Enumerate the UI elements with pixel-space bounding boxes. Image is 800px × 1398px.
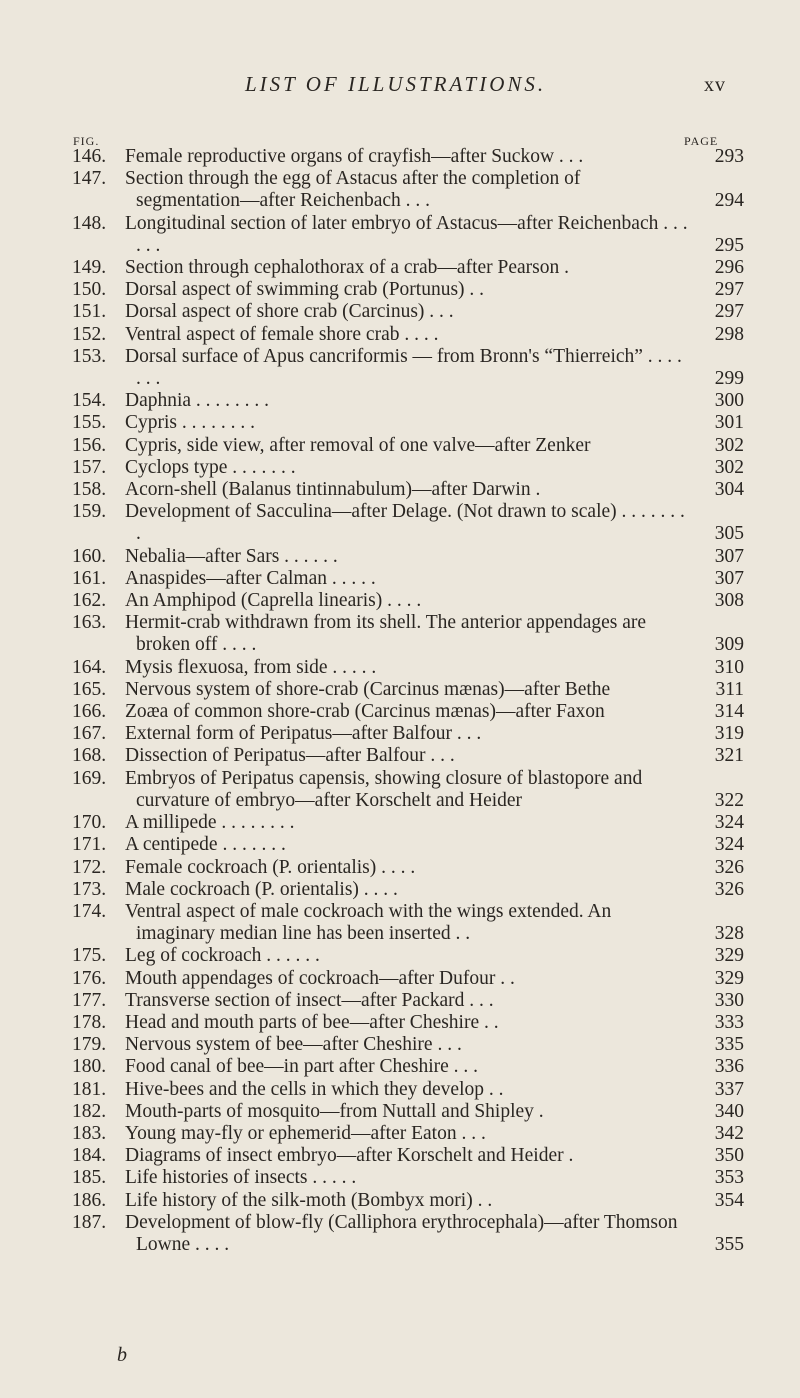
page-reference: 297 [714, 301, 744, 323]
page-reference: 322 [714, 789, 744, 811]
figure-caption: Zoæa of common shore-crab (Carcinus mænas)—after Faxon [125, 701, 605, 723]
figure-number: 172. [72, 856, 107, 878]
list-entry [0, 1101, 800, 1123]
figure-number: 179. [72, 1034, 107, 1056]
page-reference: 299 [714, 368, 744, 390]
figure-caption: Development of Sacculina—after Delage. (Not drawn to scale) . . . . . . . . [125, 501, 685, 545]
list-entry [0, 390, 800, 412]
page-reference: 309 [714, 634, 744, 656]
page-reference: 326 [714, 878, 744, 900]
list-entry [0, 324, 800, 346]
figure-number: 162. [72, 590, 107, 612]
list-entry [0, 768, 800, 812]
page-reference: 333 [714, 1011, 744, 1033]
figure-caption: Nervous system of bee—after Cheshire . . . [125, 1034, 462, 1056]
page-reference: 293 [714, 146, 744, 167]
page-reference: 321 [714, 745, 744, 767]
figure-number: 152. [72, 323, 107, 345]
page-reference: 326 [714, 856, 744, 878]
page-reference: 319 [714, 723, 744, 745]
page-reference: 355 [714, 1233, 744, 1255]
page-reference: 301 [714, 412, 744, 434]
figure-number: 163. [72, 612, 107, 634]
list-entry [0, 679, 800, 701]
figure-number: 164. [72, 656, 107, 678]
list-entry [0, 1145, 800, 1167]
figure-caption: Daphnia . . . . . . . . [125, 390, 270, 412]
figure-number: 173. [72, 878, 107, 900]
figure-caption: External form of Peripatus—after Balfour . . . [125, 723, 482, 745]
list-entry [0, 968, 800, 990]
list-entry [0, 501, 800, 545]
figure-number: 184. [72, 1145, 107, 1167]
figure-number: 178. [72, 1011, 107, 1033]
figure-number: 160. [72, 545, 107, 567]
list-entry [0, 1056, 800, 1078]
figure-caption: Leg of cockroach . . . . . . [125, 945, 320, 967]
figure-caption: Nervous system of shore-crab (Carcinus mænas)—after Bethe [125, 678, 611, 700]
figure-number: 185. [72, 1167, 107, 1189]
page-reference: 324 [714, 834, 744, 856]
figure-caption: Anaspides—after Calman . . . . . [125, 567, 376, 589]
list-entry [0, 701, 800, 723]
list-entry [0, 568, 800, 590]
list-entry [0, 834, 800, 856]
page-reference: 304 [714, 479, 744, 501]
page-reference: 328 [714, 923, 744, 945]
figure-caption: Mouth appendages of cockroach—after Dufour . . [125, 967, 515, 989]
fig-column-heading: FIG. [73, 134, 100, 148]
figure-caption: Embryos of Peripatus capensis, showing closure of blastopore and curvature of embryo—after Korschelt and Heider [125, 767, 643, 811]
figure-caption: Dissection of Peripatus—after Balfour . . . [125, 745, 455, 767]
list-entry [0, 857, 800, 879]
list-entry [0, 812, 800, 834]
list-entry [0, 412, 800, 434]
running-title: LIST OF ILLUSTRATIONS. [245, 72, 547, 96]
figure-caption: Dorsal aspect of shore crab (Carcinus) . . . [125, 301, 454, 323]
figure-caption: Cypris, side view, after removal of one valve—after Zenker [125, 434, 591, 456]
figure-number: 149. [72, 257, 107, 279]
list-entry [0, 657, 800, 679]
figure-caption: Mysis flexuosa, from side . . . . . [125, 656, 377, 678]
figure-number: 146. [72, 146, 107, 167]
figure-caption: Female reproductive organs of crayfish—after Suckow . . . [125, 146, 584, 167]
figure-number: 151. [72, 301, 107, 323]
running-header [0, 72, 800, 104]
list-entry [0, 612, 800, 656]
list-entry [0, 168, 800, 212]
figure-number: 154. [72, 390, 107, 412]
page-reference: 335 [714, 1034, 744, 1056]
figure-number: 156. [72, 434, 107, 456]
figure-number: 165. [72, 678, 107, 700]
page-reference: 296 [714, 257, 744, 279]
figure-number: 187. [72, 1211, 107, 1233]
page-reference: 314 [714, 701, 744, 723]
page-reference: 310 [714, 656, 744, 678]
page-reference: 305 [714, 523, 744, 545]
figure-caption: Female cockroach (P. orientalis) . . . . [125, 856, 416, 878]
page-reference: 308 [714, 590, 744, 612]
page-column-heading: PAGE [684, 134, 719, 148]
figure-caption: Transverse section of insect—after Packard . . . [125, 989, 494, 1011]
figure-number: 181. [72, 1078, 107, 1100]
page-reference: 307 [714, 545, 744, 567]
figure-number: 161. [72, 567, 107, 589]
figure-caption: Diagrams of insect embryo—after Korschelt and Heider . [125, 1145, 574, 1167]
list-entry [0, 1212, 800, 1256]
page-number: xv [704, 74, 726, 96]
list-entry [0, 279, 800, 301]
list-entry [0, 346, 800, 390]
list-entry [0, 590, 800, 612]
page-reference: 336 [714, 1056, 744, 1078]
illustration-list [0, 146, 800, 1256]
list-entry [0, 479, 800, 501]
page-reference: 297 [714, 279, 744, 301]
figure-number: 177. [72, 989, 107, 1011]
figure-number: 167. [72, 723, 107, 745]
figure-caption: Mouth-parts of mosquito—from Nuttall and Shipley . [125, 1100, 544, 1122]
list-entry [0, 146, 800, 168]
page-reference: 337 [714, 1078, 744, 1100]
figure-caption: Development of blow-fly (Calliphora erythrocephala)—after Thomson Lowne . . . . [125, 1211, 678, 1255]
figure-number: 159. [72, 501, 107, 523]
list-entry [0, 1012, 800, 1034]
page-reference: 350 [714, 1145, 744, 1167]
list-entry [0, 435, 800, 457]
figure-number: 158. [72, 479, 107, 501]
figure-number: 150. [72, 279, 107, 301]
figure-number: 155. [72, 412, 107, 434]
page-reference: 329 [714, 945, 744, 967]
figure-number: 174. [72, 900, 107, 922]
figure-number: 148. [72, 212, 107, 234]
list-entry [0, 879, 800, 901]
figure-caption: Cypris . . . . . . . . [125, 412, 256, 434]
figure-caption: Section through the egg of Astacus after the completion of segmentation—after Reichenbach . . . [125, 168, 581, 212]
figure-number: 175. [72, 945, 107, 967]
figure-caption: Life history of the silk-moth (Bombyx mori) . . [125, 1189, 493, 1211]
figure-caption: Head and mouth parts of bee—after Cheshire . . [125, 1011, 499, 1033]
figure-number: 170. [72, 812, 107, 834]
figure-number: 157. [72, 456, 107, 478]
figure-caption: Section through cephalothorax of a crab—after Pearson . [125, 257, 570, 279]
figure-number: 183. [72, 1122, 107, 1144]
list-entry [0, 457, 800, 479]
list-entry [0, 745, 800, 767]
figure-number: 153. [72, 345, 107, 367]
list-entry [0, 1034, 800, 1056]
list-entry [0, 1079, 800, 1101]
page-reference: 330 [714, 989, 744, 1011]
figure-number: 176. [72, 967, 107, 989]
page-reference: 302 [714, 434, 744, 456]
figure-caption: Male cockroach (P. orientalis) . . . . [125, 878, 398, 900]
page-reference: 311 [715, 678, 744, 700]
page-reference: 294 [714, 190, 744, 212]
figure-caption: Ventral aspect of male cockroach with the wings extended. An imaginary median line has been inserted . . [125, 900, 612, 945]
list-entry [0, 213, 800, 257]
figure-caption: Dorsal aspect of swimming crab (Portunus) . . [125, 279, 485, 301]
figure-caption: Dorsal surface of Apus cancriformis — from Bronn's “Thierreich” . . . . . . . [125, 345, 682, 390]
figure-number: 169. [72, 767, 107, 789]
figure-caption: A centipede . . . . . . . [125, 834, 286, 856]
list-entry [0, 901, 800, 945]
figure-caption: A millipede . . . . . . . . [125, 812, 295, 834]
page-reference: 354 [714, 1189, 744, 1211]
figure-caption: Cyclops type . . . . . . . [125, 456, 296, 478]
figure-caption: Acorn-shell (Balanus tintinnabulum)—after Darwin . [125, 479, 541, 501]
list-entry [0, 1190, 800, 1212]
page-reference: 307 [714, 567, 744, 589]
page-reference: 340 [714, 1100, 744, 1122]
figure-number: 186. [72, 1189, 107, 1211]
signature-mark: b [117, 1344, 127, 1366]
list-entry [0, 723, 800, 745]
figure-caption: Nebalia—after Sars . . . . . . [125, 545, 338, 567]
figure-caption: Hive-bees and the cells in which they develop . . [125, 1078, 504, 1100]
page-reference: 353 [714, 1167, 744, 1189]
page-reference: 302 [714, 456, 744, 478]
list-entry [0, 945, 800, 967]
figure-caption: Young may-fly or ephemerid—after Eaton . . . [125, 1122, 486, 1144]
list-entry [0, 257, 800, 279]
page-reference: 342 [714, 1122, 744, 1144]
list-entry [0, 1123, 800, 1145]
figure-number: 166. [72, 701, 107, 723]
page-reference: 295 [714, 234, 744, 256]
list-entry [0, 546, 800, 568]
page-reference: 298 [714, 323, 744, 345]
list-entry [0, 990, 800, 1012]
figure-caption: Hermit-crab withdrawn from its shell. The anterior appendages are broken off . . . . [125, 612, 647, 656]
figure-caption: Ventral aspect of female shore crab . . . . [125, 323, 439, 345]
figure-caption: Longitudinal section of later embryo of Astacus—after Reichenbach . . . . . . [125, 212, 688, 256]
list-entry [0, 301, 800, 323]
figure-caption: Life histories of insects . . . . . [125, 1167, 357, 1189]
figure-caption: An Amphipod (Caprella linearis) . . . . [125, 590, 422, 612]
figure-number: 171. [72, 834, 107, 856]
figure-number: 182. [72, 1100, 107, 1122]
figure-number: 147. [72, 168, 107, 190]
list-entry [0, 1167, 800, 1189]
page-reference: 329 [714, 967, 744, 989]
page-reference: 324 [714, 812, 744, 834]
page-reference: 300 [714, 390, 744, 412]
figure-number: 180. [72, 1056, 107, 1078]
figure-caption: Food canal of bee—in part after Cheshire . . . [125, 1056, 479, 1078]
figure-number: 168. [72, 745, 107, 767]
